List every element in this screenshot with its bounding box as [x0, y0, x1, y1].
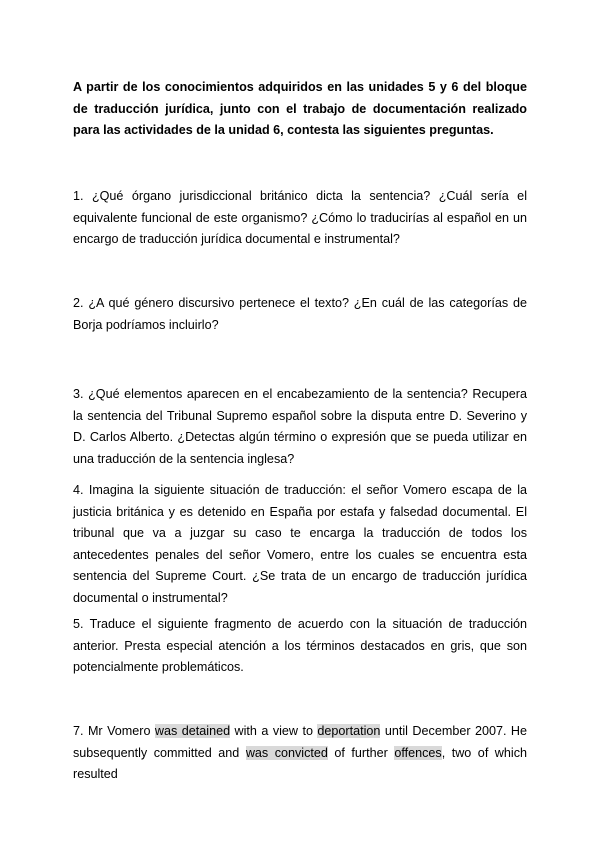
- fragment-text: with a view to: [230, 724, 318, 738]
- instructions-paragraph: A partir de los conocimientos adquiridos en las unidades 5 y 6 del bloque de traducción jurídica, junto con el trabajo de documentación realizado para las actividades de la unidad 6, contesta las siguientes preguntas.: [73, 80, 527, 138]
- question-4: 4. Imagina la siguiente situación de traducción: el señor Vomero escapa de la justicia británica y es detenido en España por estafa y falsedad documental. El tribunal que va a juzgar su caso te encarga la traducción de todos los antecedentes penales del señor Vomero, entre los cuales se encuentra esta sentencia del Supreme Court. ¿Se trata de un encargo de traducción jurídica documental o instrumental?: [73, 483, 527, 605]
- fragment-text: , two of which resulted: [73, 745, 528, 782]
- source-text-fragment: [73, 721, 527, 786]
- fragment-text: until December 2007. He subsequently committed and: [73, 724, 528, 760]
- question-2: 2. ¿A qué género discursivo pertenece el texto? ¿En cuál de las categorías de Borja podríamos incluirlo?: [73, 296, 527, 332]
- highlighted-term: offences: [394, 745, 442, 760]
- highlighted-term: deportation: [317, 724, 381, 738]
- highlighted-term: was detained: [154, 724, 231, 738]
- fragment-text: of further: [327, 745, 395, 760]
- question-1: 1. ¿Qué órgano jurisdiccional británico dicta la sentencia? ¿Cuál sería el equivalente funcional de este organismo? ¿Cómo lo traducirías al español en un encargo de traducción jurídica documental e instrumental?: [73, 189, 527, 247]
- fragment-text: 7. Mr Vomero: [73, 724, 155, 738]
- question-5: 5. Traduce el siguiente fragmento de acuerdo con la situación de traducción anterior. Presta especial atención a los términos destacados en gris, que son potencialmente problemáticos.: [73, 617, 527, 675]
- highlighted-term: was convicted: [245, 745, 328, 760]
- question-3: 3. ¿Qué elementos aparecen en el encabezamiento de la sentencia? Recupera la sentencia del Tribunal Supremo español sobre la disputa entre D. Severino y D. Carlos Alberto. ¿Detectas algún término o expresión que se pueda utilizar en una traducción de la sentencia inglesa?: [73, 387, 527, 466]
